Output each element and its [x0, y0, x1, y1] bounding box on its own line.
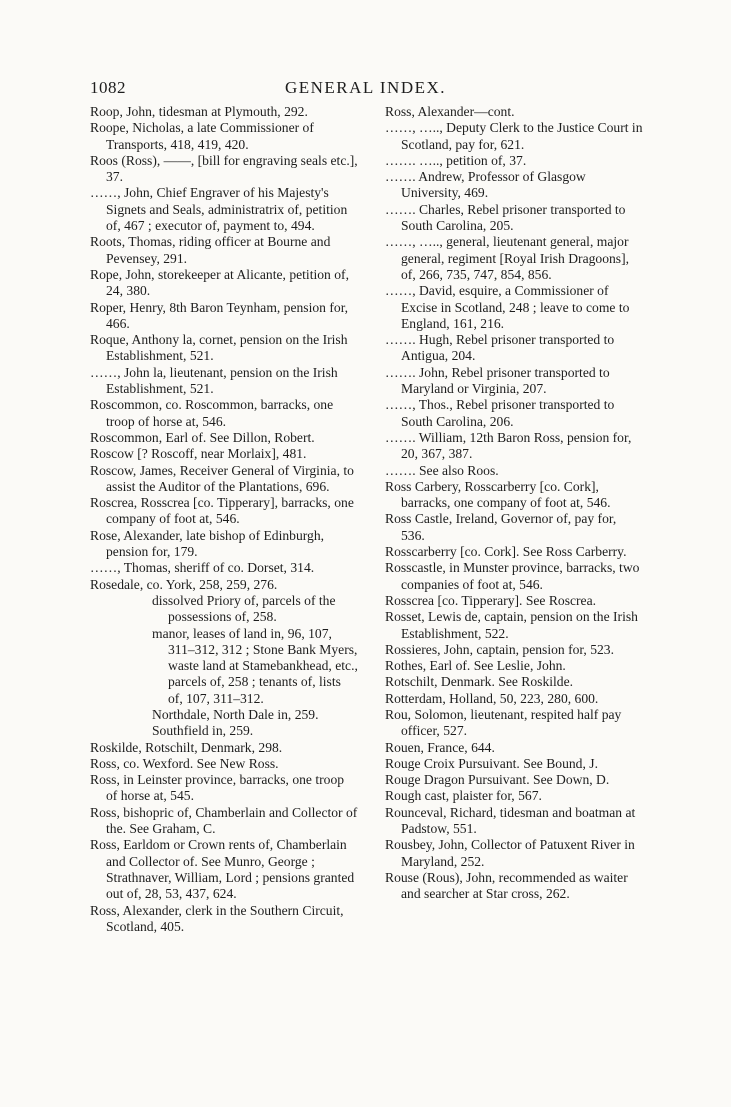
page-number: 1082: [90, 78, 126, 97]
index-column-right: [385, 104, 643, 903]
index-entry: Ross, bishopric of, Chamberlain and Collector of the. See Graham, C.: [90, 804, 358, 837]
index-entry: Rotschilt, Denmark. See Roskilde.: [385, 674, 574, 690]
index-entry: Roscow, James, Receiver General of Virginia, to assist the Auditor of the Plantations, 696.: [90, 462, 354, 494]
index-entry: Ross, co. Wexford. See New Ross.: [90, 755, 279, 771]
index-entry: Rosset, Lewis de, captain, pension on the Irish Establishment, 522.: [385, 609, 638, 641]
index-entry: Ross, Alexander, clerk in the Southern Circuit, Scotland, 405.: [90, 902, 344, 934]
index-entry: ……, John, Chief Engraver of his Majesty's Signets and Seals, administratrix of, petition of, 467 ; executor of, payment to, 494.: [90, 185, 348, 234]
index-entry: Rouen, France, 644.: [385, 739, 495, 755]
index-entry: ……. Andrew, Professor of Glasgow University, 469.: [385, 169, 586, 201]
index-entry: Roos (Ross), ——, [bill for engraving seals etc.], 37.: [90, 152, 358, 185]
index-entry: ……, David, esquire, a Commissioner of Excise in Scotland, 248 ; leave to come to England, 161, 216.: [385, 283, 630, 331]
index-entry: Roots, Thomas, riding officer at Bourne and Pevensey, 291.: [90, 234, 331, 266]
index-entry: Ross, in Leinster province, barracks, one troop of horse at, 545.: [90, 772, 345, 804]
index-entry: Ross, Earldom or Crown rents of, Chamberlain and Collector of. See Munro, George ; Strathnaver, William, Lord ; pensions granted out of, 28, 53, 437, 624.: [90, 837, 355, 902]
index-entry: ……. John, Rebel prisoner transported to Maryland or Virginia, 207.: [385, 364, 610, 397]
index-entry: Roop, John, tidesman at Plymouth, 292.: [90, 104, 308, 119]
index-entry: ……. Hugh, Rebel prisoner transported to Antigua, 204.: [385, 332, 615, 364]
index-entry: Roper, Henry, 8th Baron Teynham, pension for, 466.: [90, 299, 349, 331]
index-entry: Roscrea, Rosscrea [co. Tipperary], barracks, one company of foot at, 546.: [90, 495, 354, 527]
index-entry: ……, Thos., Rebel prisoner transported to South Carolina, 206.: [385, 397, 615, 429]
index-entry: Rouse (Rous), John, recommended as waiter and searcher at Star cross, 262.: [385, 869, 628, 902]
index-entry: Ross Carbery, Rosscarberry [co. Cork], barracks, one company of foot at, 546.: [385, 478, 611, 511]
index-entry: Southfield in, 259.: [152, 723, 254, 739]
index-entry: Rouge Dragon Pursuivant. See Down, D.: [385, 772, 610, 788]
index-entry: ……. ….., petition of, 37.: [385, 152, 527, 168]
index-entry: Roscommon, Earl of. See Dillon, Robert.: [90, 429, 315, 445]
index-entry: manor, leases of land in, 96, 107, 311–312, 312 ; Stone Bank Myers, waste land at Stamebankhead, etc., parcels of, 258 ; tenants of, lists of, 107, 311–312.: [152, 625, 358, 706]
index-entry: Rough cast, plaister for, 567.: [385, 788, 542, 804]
index-entry: Rosscarberry [co. Cork]. See Ross Carberry.: [385, 544, 627, 560]
index-entry: Rossieres, John, captain, pension for, 523.: [385, 641, 615, 657]
index-entry: Rounceval, Richard, tidesman and boatman at Padstow, 551.: [385, 804, 636, 837]
index-entry: Rosscastle, in Munster province, barracks, two companies of foot at, 546.: [385, 560, 640, 592]
index-column-left: [90, 104, 358, 935]
index-entry: ……, ….., Deputy Clerk to the Justice Court in Scotland, pay for, 621.: [385, 120, 643, 152]
index-entry: Ross Castle, Ireland, Governor of, pay for, 536.: [385, 511, 617, 543]
index-entry: ……. See also Roos.: [385, 462, 499, 478]
index-entry: Rothes, Earl of. See Leslie, John.: [385, 658, 566, 674]
index-entry: Rosedale, co. York, 258, 259, 276.: [90, 576, 278, 592]
index-entry: Roscommon, co. Roscommon, barracks, one troop of horse at, 546.: [90, 397, 334, 429]
index-entry: ……, ….., general, lieutenant general, major general, regiment [Royal Irish Dragoons], of, 266, 735, 747, 854, 856.: [385, 234, 630, 282]
index-entry: ……, Thomas, sheriff of co. Dorset, 314.: [90, 560, 315, 576]
index-entry: Rouge Croix Pursuivant. See Bound, J.: [385, 755, 598, 771]
index-entry: Roskilde, Rotschilt, Denmark, 298.: [90, 739, 283, 755]
index-entry: ……, John la, lieutenant, pension on the Irish Establishment, 521.: [90, 364, 338, 397]
index-entry: Rope, John, storekeeper at Alicante, petition of, 24, 380.: [90, 266, 349, 299]
index-entry: Ross, Alexander—cont.: [385, 104, 515, 119]
index-entry: Rousbey, John, Collector of Patuxent River in Maryland, 252.: [385, 837, 635, 869]
index-entry: ……. Charles, Rebel prisoner transported to South Carolina, 205.: [385, 201, 626, 234]
index-entry: Rose, Alexander, late bishop of Edinburgh, pension for, 179.: [90, 527, 325, 560]
index-entry: Rotterdam, Holland, 50, 223, 280, 600.: [385, 690, 599, 706]
index-entry: Rosscrea [co. Tipperary]. See Roscrea.: [385, 592, 597, 608]
index-entry: Northdale, North Dale in, 259.: [152, 706, 319, 722]
index-entry: ……. William, 12th Baron Ross, pension for, 20, 367, 387.: [385, 429, 632, 462]
index-entry: Roscow [? Roscoff, near Morlaix], 481.: [90, 446, 307, 462]
page-heading: GENERAL INDEX.: [284, 78, 447, 97]
index-entry: Roque, Anthony la, cornet, pension on the Irish Establishment, 521.: [90, 332, 348, 364]
index-entry: Roope, Nicholas, a late Commissioner of Transports, 418, 419, 420.: [90, 120, 314, 152]
index-entry: Rou, Solomon, lieutenant, respited half pay officer, 527.: [385, 706, 622, 739]
index-entry: dissolved Priory of, parcels of the possessions of, 258.: [152, 592, 336, 625]
